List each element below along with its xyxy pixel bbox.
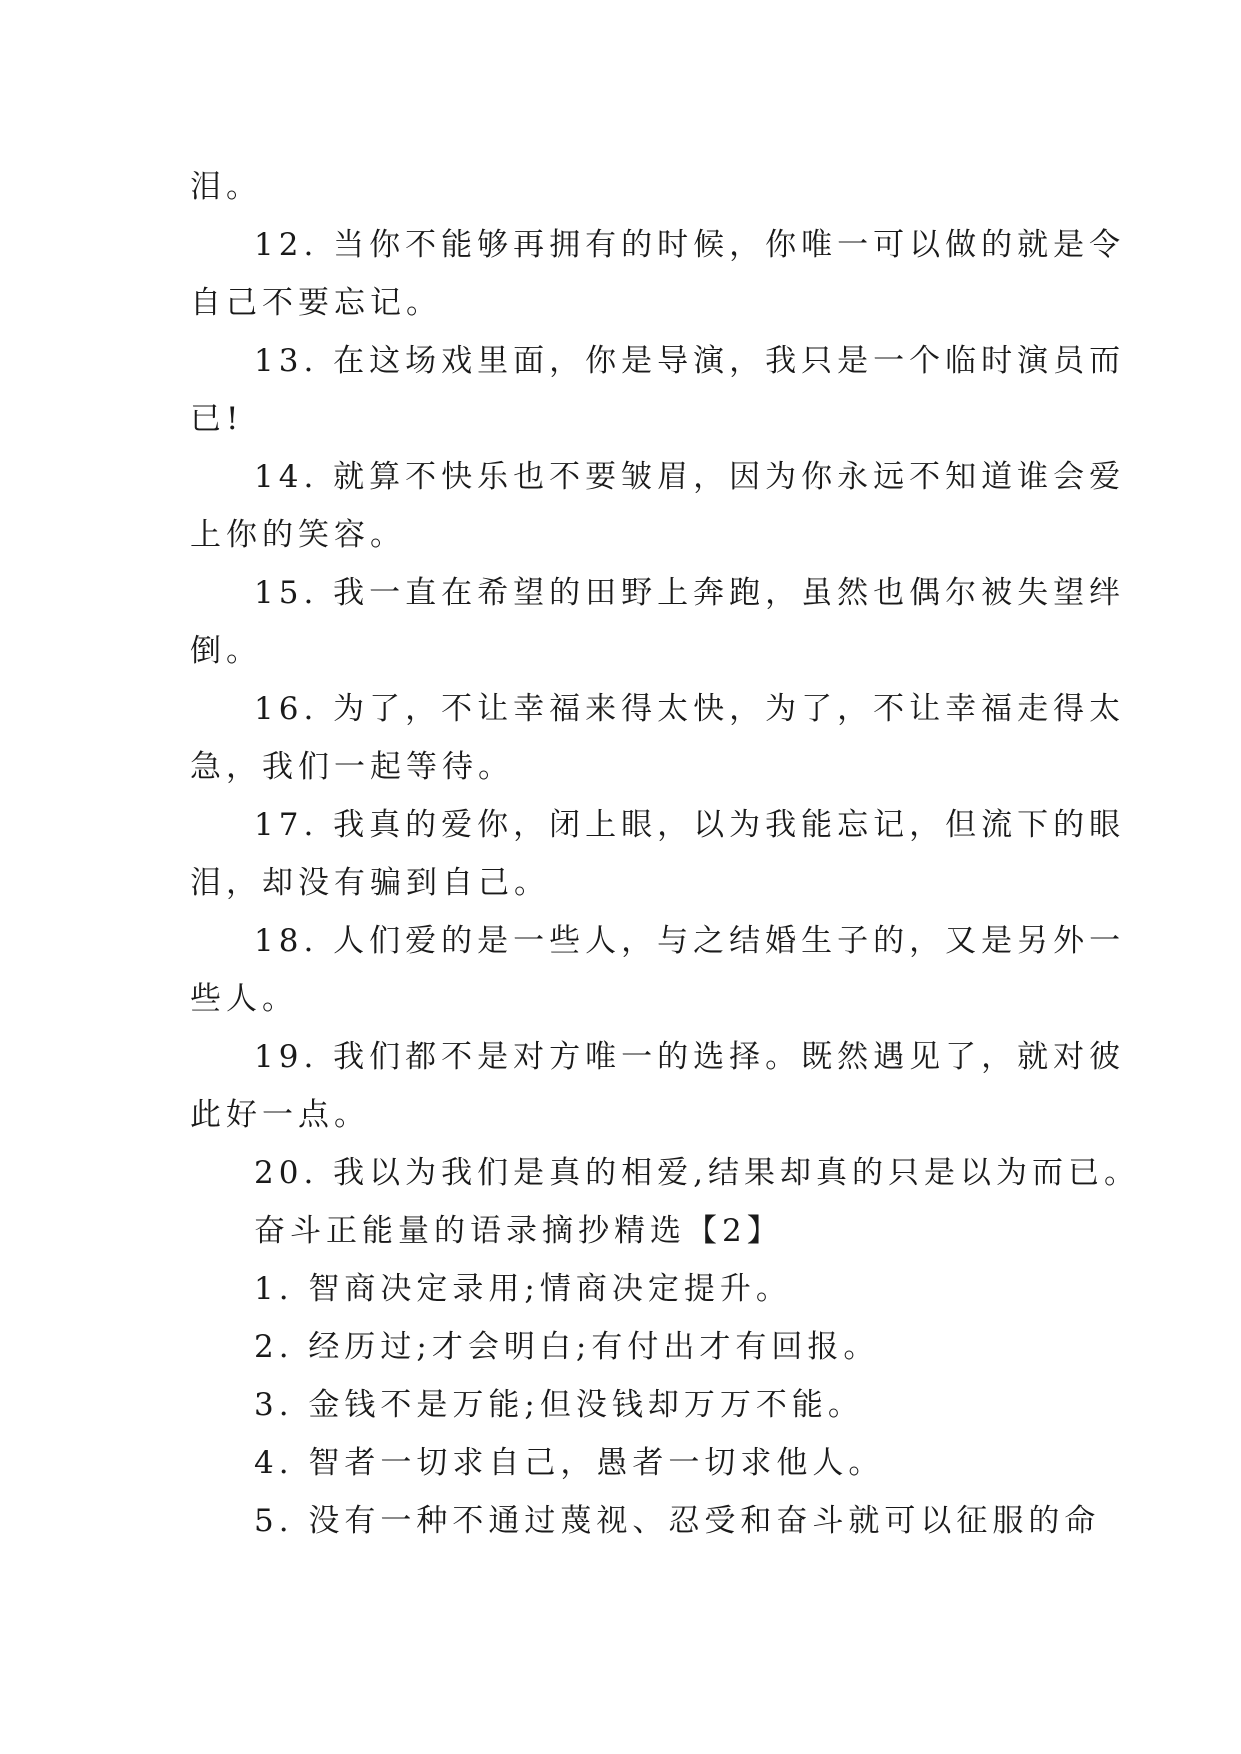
quote-18-start: 18. 人们爱的是一些人，与之结婚生子的，又是另外一 [254, 923, 1126, 959]
quote-13-end: 已! [190, 401, 244, 437]
quote-5-start: 5. 没有一种不通过蔑视、忍受和奋斗就可以征服的命 [254, 1503, 1101, 1539]
quote-17-end: 泪，却没有骗到自己。 [190, 865, 550, 901]
quote-15-start: 15. 我一直在希望的田野上奔跑，虽然也偶尔被失望绊 [254, 575, 1126, 611]
section-heading: 奋斗正能量的语录摘抄精选【2】 [254, 1213, 783, 1249]
quote-14-end: 上你的笑容。 [190, 517, 406, 553]
quote-13-start: 13. 在这场戏里面，你是导演，我只是一个临时演员而 [254, 343, 1126, 379]
quote-4: 4. 智者一切求自己，愚者一切求他人。 [254, 1445, 885, 1481]
quote-12-end: 自己不要忘记。 [190, 285, 442, 321]
quote-1: 1. 智商决定录用;情商决定提升。 [254, 1271, 792, 1307]
quote-18-end: 些人。 [190, 981, 298, 1017]
quote-16-end: 急，我们一起等待。 [190, 749, 514, 785]
quote-2: 2. 经历过;才会明白;有付出才有回报。 [254, 1329, 880, 1365]
document-body [190, 158, 1141, 1550]
quote-19-start: 19. 我们都不是对方唯一的选择。既然遇见了，就对彼 [254, 1039, 1126, 1075]
text-line: 泪。 [190, 169, 262, 205]
quote-20: 20. 我以为我们是真的相爱,结果却真的只是以为而已。 [254, 1155, 1141, 1191]
quote-14-start: 14. 就算不快乐也不要皱眉，因为你永远不知道谁会爱 [254, 459, 1126, 495]
quote-3: 3. 金钱不是万能;但没钱却万万不能。 [254, 1387, 864, 1423]
quote-17-start: 17. 我真的爱你，闭上眼，以为我能忘记，但流下的眼 [254, 807, 1126, 843]
quote-19-end: 此好一点。 [190, 1097, 370, 1133]
quote-12-start: 12. 当你不能够再拥有的时候，你唯一可以做的就是令 [254, 227, 1126, 263]
quote-16-start: 16. 为了，不让幸福来得太快，为了，不让幸福走得太 [254, 691, 1126, 727]
quote-15-end: 倒。 [190, 633, 262, 669]
